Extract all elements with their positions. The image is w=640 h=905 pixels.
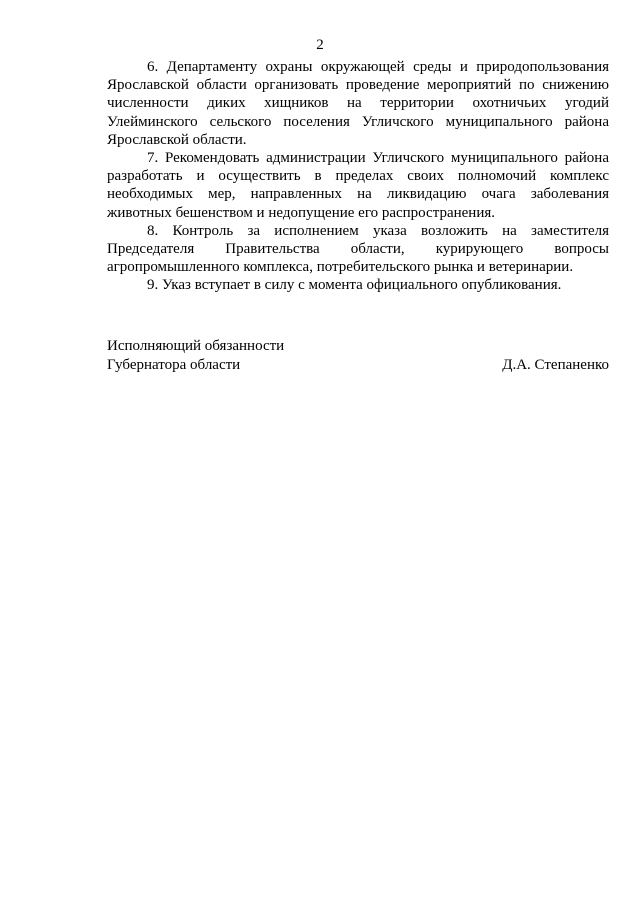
paragraph-6: 6. Департаменту охраны окружающей среды и природопользования Ярославской области организовать проведение мероприятий по снижению численности диких хищников на территории охотничьих угодий Улейминского сельского поселения Угличского муниципального района Ярославской области. — [107, 59, 609, 148]
signer-name: Д.А. Степаненко — [502, 356, 609, 373]
paragraph-9: 9. Указ вступает в силу с момента официального опубликования. — [147, 277, 562, 294]
paragraph-7: 7. Рекомендовать администрации Угличского муниципального района разработать и осуществить в пределах своих полномочий комплекс необходимых мер, направленных на ликвидацию очага заболевания животных бешенством и недопущение его распространения. — [107, 150, 609, 221]
signature-row — [107, 356, 609, 375]
paragraph-8: 8. Контроль за исполнением указа возложить на заместителя Председателя Правительства области, курирующего вопросы агропромышленного комплекса, потребительского рынка и ветеринарии. — [107, 222, 609, 276]
signature-block — [107, 337, 609, 374]
decree-body — [107, 58, 609, 295]
page-number: 2 — [316, 37, 324, 53]
signer-position-line2: Губернатора области — [107, 356, 241, 373]
signer-position-line1: Исполняющий обязанности — [107, 338, 285, 354]
